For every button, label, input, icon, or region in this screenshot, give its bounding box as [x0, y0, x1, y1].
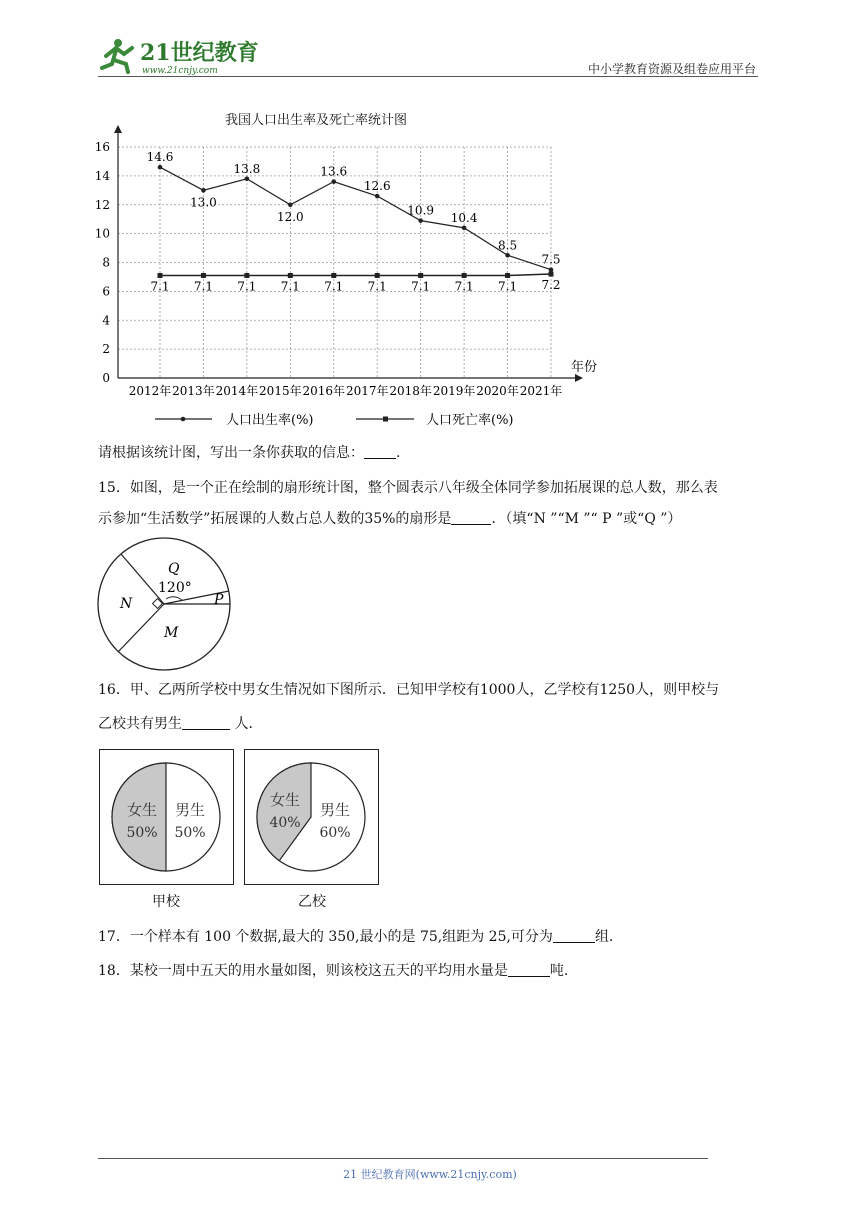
male-label: 男生 — [319, 801, 351, 819]
sector-label-n: N — [120, 596, 133, 612]
x-tick-label: 2013年 — [172, 384, 215, 398]
x-tick-label: 2016年 — [302, 384, 346, 398]
death-rate-label: 7.1 — [193, 279, 213, 294]
y-tick-label: 10 — [94, 226, 110, 241]
female-percent: 40% — [269, 815, 301, 831]
legend-death-label: 人口死亡率(%) — [426, 413, 514, 428]
q15-line1: 15．如图，是一个正在绘制的扇形统计图，整个圆表示八年级全体同学参加拓展课的总人数，那么表 — [98, 480, 718, 496]
y-tick-label: 4 — [102, 313, 110, 328]
female-percent: 50% — [126, 825, 158, 841]
death-rate-label: 7.2 — [541, 278, 561, 293]
footer-text: 21 世纪教育网(www.21cnjy.com) — [343, 1168, 517, 1181]
y-tick-label: 14 — [94, 168, 110, 183]
birth-rate-point — [505, 253, 510, 258]
logo-text: 21世纪教育 — [140, 40, 258, 66]
sector-label-p: P — [214, 592, 224, 608]
platform-name: 中小学教育资源及组卷应用平台 — [587, 62, 756, 76]
death-rate-label: 7.1 — [454, 279, 474, 294]
school-b-caption: 乙校 — [298, 894, 326, 910]
birth-rate-label: 7.5 — [541, 252, 561, 267]
y-tick-label: 12 — [94, 197, 110, 212]
death-rate-line — [160, 274, 551, 275]
female-label: 女生 — [269, 791, 301, 809]
birth-rate-label: 13.0 — [190, 195, 217, 210]
death-rate-label: 7.1 — [367, 279, 387, 294]
birth-rate-point — [331, 179, 336, 184]
x-tick-label: 2018年 — [389, 384, 432, 398]
q15-prompt: 示参加“生活数学”拓展课的人数占总人数的35%的扇形是 — [98, 511, 452, 527]
death-rate-point — [505, 273, 510, 278]
death-rate-label: 7.1 — [150, 279, 170, 294]
birth-rate-label: 10.9 — [407, 203, 435, 218]
footer-divider — [98, 1158, 708, 1159]
birth-rate-label: 12.6 — [363, 179, 391, 194]
birth-rate-point — [462, 226, 467, 231]
x-axis-arrow — [575, 374, 583, 382]
q17-suffix: 组. — [594, 929, 614, 945]
legend-death-marker — [383, 417, 388, 422]
birth-rate-point — [549, 267, 554, 272]
birth-rate-label: 12.0 — [276, 209, 304, 224]
q15-answer-blank[interactable] — [451, 510, 491, 525]
male-label: 男生 — [174, 801, 206, 819]
birth-rate-label: 13.8 — [233, 161, 261, 176]
q15-line2 — [98, 509, 778, 529]
x-tick-label: 2015年 — [259, 384, 302, 398]
death-rate-label: 7.1 — [324, 279, 344, 294]
q17-line — [98, 927, 613, 947]
legend-birth-label: 人口出生率(%) — [226, 413, 314, 428]
q16-suffix: 人． — [230, 716, 263, 732]
school-b-pie — [245, 750, 378, 884]
line-chart — [0, 0, 860, 440]
birth-rate-point — [418, 218, 423, 223]
death-rate-label: 7.1 — [498, 279, 518, 294]
birth-rate-point — [245, 176, 250, 181]
death-rate-point — [201, 273, 206, 278]
y-tick-label: 6 — [102, 284, 110, 299]
logo-url: www.21cnjy.com — [142, 66, 218, 76]
y-tick-label: 0 — [102, 371, 110, 385]
female-label: 女生 — [126, 801, 158, 819]
x-tick-label: 2017年 — [345, 384, 389, 398]
q15-pie-figure — [96, 534, 246, 674]
birth-rate-point — [375, 194, 380, 199]
school-a-caption: 甲校 — [152, 894, 180, 910]
x-tick-label: 2019年 — [432, 384, 476, 398]
legend-birth-marker — [181, 417, 186, 422]
q14-answer-line — [98, 443, 400, 463]
q14-suffix: . — [396, 445, 401, 461]
q15-options: ．（填“N ”“M ”“ P ”或“Q ”） — [491, 511, 682, 527]
death-rate-label: 7.1 — [411, 279, 431, 294]
chart-title: 我国人口出生率及死亡率统计图 — [225, 113, 408, 128]
q16-line1: 16．甲、乙两所学校中男女生情况如下图所示．已知甲学校有1000人，乙学校有1250人，则甲校与 — [98, 682, 720, 698]
death-rate-point — [158, 273, 163, 278]
y-tick-label: 2 — [102, 342, 110, 357]
q16-answer-blank[interactable] — [182, 715, 230, 730]
birth-rate-point — [201, 188, 206, 193]
q14-answer-blank[interactable] — [364, 444, 396, 459]
q18-line — [98, 961, 568, 981]
death-rate-point — [462, 273, 467, 278]
death-rate-point — [331, 273, 336, 278]
death-rate-point — [418, 273, 423, 278]
y-tick-label: 8 — [102, 255, 110, 270]
birth-rate-label: 10.4 — [450, 210, 478, 225]
male-percent: 60% — [319, 825, 351, 841]
school-a-pie — [100, 750, 233, 884]
q14-prompt: 请根据该统计图，写出一条你获取的信息： — [98, 445, 364, 461]
school-a-chart-box — [99, 749, 234, 885]
birth-rate-label: 13.6 — [320, 164, 348, 179]
birth-rate-point — [158, 165, 163, 170]
q17-prompt: 17．一个样本有 100 个数据,最大的 350,最小的是 75,组距为 25,可分为 — [98, 929, 553, 945]
death-rate-point — [375, 273, 380, 278]
q17-answer-blank[interactable] — [553, 928, 595, 943]
q16-line2 — [98, 714, 262, 734]
birth-rate-label: 8.5 — [498, 238, 518, 253]
sector-label-m: M — [164, 625, 179, 641]
sector-label-q: Q — [168, 561, 180, 577]
q16-prompt: 乙校共有男生 — [98, 716, 182, 732]
birth-rate-point — [288, 202, 293, 207]
q18-prompt: 18．某校一周中五天的用水量如图，则该校这五天的平均用水量是 — [98, 963, 508, 979]
q18-suffix: 吨. — [549, 963, 569, 979]
y-axis-arrow — [114, 125, 122, 133]
death-rate-point — [549, 272, 554, 277]
x-tick-label: 2020年 — [476, 384, 519, 398]
x-axis-title: 年份 — [571, 360, 598, 375]
death-rate-label: 7.1 — [280, 279, 300, 294]
death-rate-point — [288, 273, 293, 278]
death-rate-label: 7.1 — [237, 279, 257, 294]
death-rate-point — [244, 273, 249, 278]
birth-rate-line — [160, 164, 551, 270]
y-tick-label: 16 — [94, 140, 110, 154]
angle-label: 120° — [158, 580, 192, 596]
q18-answer-blank[interactable] — [508, 962, 550, 977]
x-tick-label: 2021年 — [519, 384, 563, 398]
x-tick-label: 2012年 — [128, 384, 172, 398]
x-tick-label: 2014年 — [215, 384, 259, 398]
male-percent: 50% — [174, 825, 206, 841]
birth-rate-label: 14.6 — [146, 150, 174, 165]
school-b-chart-box — [244, 749, 379, 885]
